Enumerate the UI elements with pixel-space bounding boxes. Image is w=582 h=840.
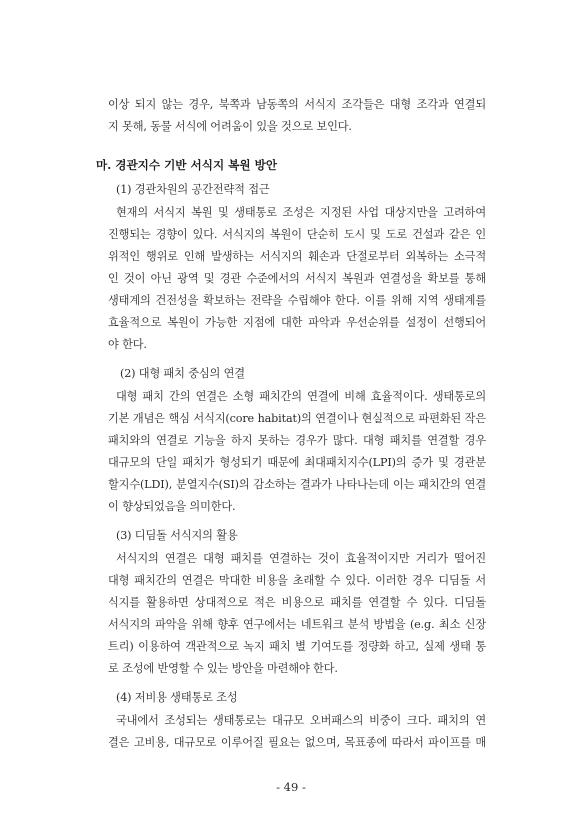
body-line: 할지수(LDI), 분열지수(SI)의 감소하는 결과가 나타나는데 이는 패치간의 연결: [108, 478, 486, 491]
body-line: 국내에서 조성되는 생태통로는 대규모 오버패스의 비중이 크다. 패치의 연: [116, 714, 486, 727]
body-line: 위적인 행위로 인해 발생하는 서식지의 훼손과 단절로부터 외복하는 소극적: [108, 250, 486, 263]
body-line: 서식지의 연결은 대형 패치를 연결하는 것이 효율적이지만 거리가 떨어진: [116, 552, 486, 565]
section-heading: 마. 경관지수 기반 서식지 복원 방안: [96, 158, 278, 172]
page-number: - 49 -: [276, 780, 306, 794]
body-line: 트리) 이용하여 객관적으로 녹지 패치 별 기여도를 정량화 하고, 실제 생태 통: [108, 640, 486, 653]
body-line: 식지를 활용하면 상대적으로 적은 비용으로 패치를 연결할 수 있다. 디딤돌: [108, 596, 486, 609]
body-line: 기본 개념은 핵심 서식지(core habitat)의 연결이나 현실적으로 파편화된 작은: [108, 412, 486, 425]
body-line: 진행되는 경향이 있다. 서식지의 복원이 단순히 도시 및 도로 건설과 같은 인: [108, 228, 486, 241]
body-line: 인 것이 아닌 광역 및 경관 수준에서의 서식지 복원과 연결성을 확보를 통해: [108, 272, 486, 285]
subsection-heading: (4) 저비용 생태통로 조성: [116, 691, 238, 704]
subsection-heading: (3) 디딤돌 서식지의 활용: [116, 529, 238, 542]
body-line: 대규모의 단일 패치가 형성되기 때문에 최대패치지수(LPI)의 증가 및 경관분: [108, 456, 486, 469]
body-line: 효율적으로 복원이 가능한 지점에 대한 파악과 우선순위를 설정이 선행되어: [108, 316, 486, 329]
body-line: 대형 패치 간의 연결은 소형 패치간의 연결에 비해 효율적이다. 생태통로의: [116, 390, 486, 403]
body-line: 지 못해, 동물 서식에 어려움이 있을 것으로 보인다.: [108, 120, 352, 133]
body-line: 패치와의 연결로 기능을 하지 못하는 경우가 많다. 대형 패치를 연결할 경우: [108, 434, 486, 447]
body-line: 야 한다.: [108, 338, 147, 351]
body-line: 현재의 서식지 복원 및 생태통로 조성은 지정된 사업 대상지만을 고려하여: [116, 206, 486, 219]
body-line: 결은 고비용, 대규모로 이루어질 필요는 없으며, 목표종에 따라서 파이프를 매: [108, 736, 486, 749]
body-line: 서식지의 파악을 위해 향후 연구에서는 네트워크 분석 방법을 (e.g. 최소 신장: [108, 618, 486, 631]
subsection-heading: (2) 대형 패치 중심의 연결: [120, 367, 245, 380]
body-line: 생태계의 건전성을 확보하는 전략을 수립해야 한다. 이를 위해 지역 생태계를: [108, 294, 486, 307]
body-line: 이상 되지 않는 경우, 북쪽과 남동쪽의 서식지 조각들은 대형 조각과 연결되: [108, 98, 486, 111]
subsection-heading: (1) 경관차원의 공간전략적 접근: [116, 183, 270, 196]
body-line: 로 조성에 반영할 수 있는 방안을 마련해야 한다.: [108, 662, 338, 675]
body-line: 이 향상되었음을 의미한다.: [108, 500, 236, 513]
body-line: 대형 패치간의 연결은 막대한 비용을 초래할 수 있다. 이러한 경우 디딤돌 서: [108, 574, 486, 587]
